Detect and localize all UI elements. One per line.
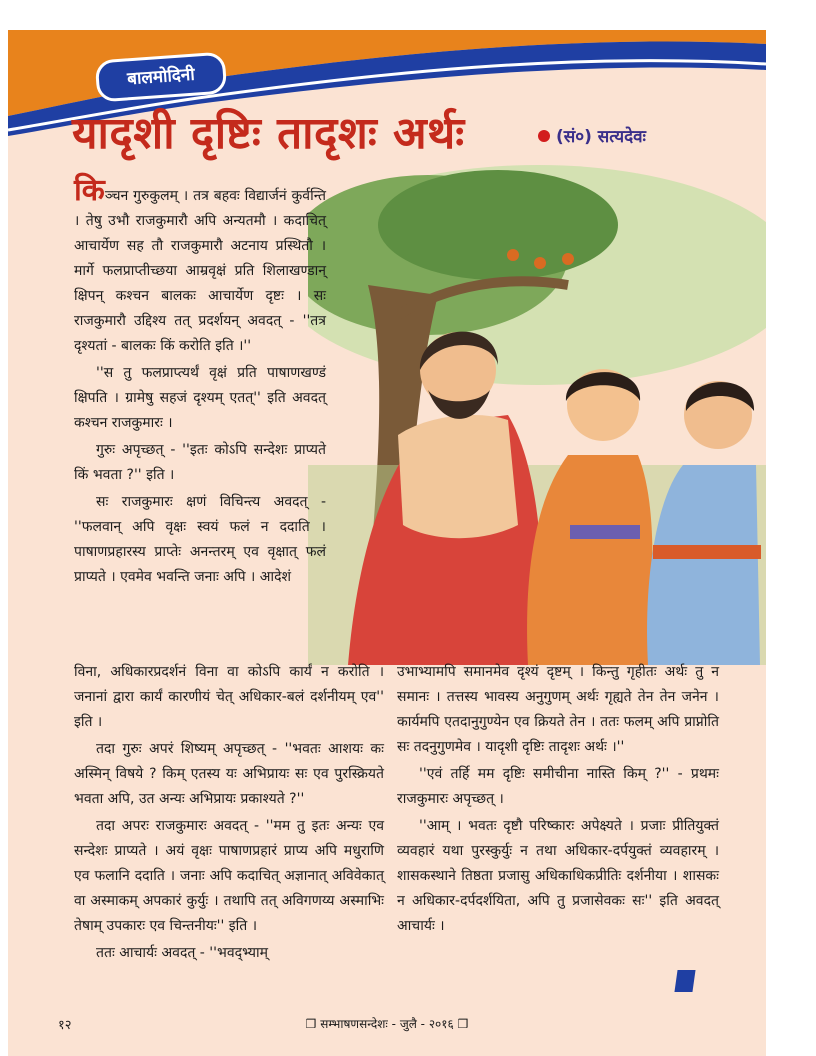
page-number: १२ bbox=[58, 1018, 72, 1033]
story-paragraph: सः राजकुमारः क्षणं विचिन्त्य अवदत् - ''फलवान् अपि वृक्षः स्वयं फलं न ददाति । पाषाणप्रहारस्य प्राप्तेः अनन्तरम् एव वृक्षात् फलं प्राप्यते । एवमेव भवन्ति जनाः अपि । आदेशं bbox=[74, 494, 326, 585]
story-paragraph: ''आम् । भवतः दृष्टौ परिष्कारः अपेक्ष्यते । प्रजाः प्रीतियुक्तं व्यवहारं यथा पुरस्कुर्युः न तथा अधिकार-दर्पयुक्तं व्यवहारम् । शासकस्थाने तिष्ठता प्रजासु अधिकाधिकप्रीतिः दर्शनीया । शासकः न अधिकार-दर्पदर्शयिता, अपि तु प्रजासेवकः सः'' इति अवदत् आचार्यः । bbox=[397, 818, 719, 934]
story-column-left-top bbox=[74, 173, 326, 592]
story-paragraph: विना, अधिकारप्रदर्शनं विना वा कोऽपि कार्यं न करोति । जनानां द्वारा कार्यं कारणीयं चेत् अधिकार-बलं दर्शनीयम् एव'' इति । bbox=[74, 664, 384, 730]
series-label: बालमोदिनी bbox=[95, 52, 228, 103]
end-of-story-icon bbox=[674, 970, 695, 992]
bullet-icon bbox=[538, 130, 550, 142]
publication-line: ❒ सम्भाषणसन्देशः - जुलै - २०१६ ❒ bbox=[305, 1017, 469, 1031]
page-footer bbox=[8, 1010, 766, 1040]
article-title: यादृशी दृष्टिः तादृशः अर्थः bbox=[72, 108, 465, 159]
drop-cap: कि bbox=[74, 173, 105, 208]
magazine-page bbox=[8, 30, 766, 1056]
story-paragraph: तदा गुरुः अपरं शिष्यम् अपृच्छत् - ''भवतः आशयः कः अस्मिन् विषये ? किम् एतस्य यः अभिप्रायः सः एव पुरस्क्रियते भवता अपि, उत अन्यः अभिप्रायः प्रकाश्यते ?'' bbox=[74, 741, 384, 807]
story-paragraph: उभाभ्यामपि समानमेव दृश्यं दृष्टम् । किन्तु गृहीतः अर्थः तु न समानः । तत्तस्य भावस्य अनुगुणम् अर्थः गृह्यते तेन तेन जनेन । कार्यमपि एतदानुगुण्येन एव क्रियते तेन । ततः फलम् अपि प्राप्नोति सः तदनुगुणमेव । यादृशी दृष्टिः तादृशः अर्थः ।'' bbox=[397, 664, 719, 755]
author-byline bbox=[538, 124, 646, 147]
paragraph-text: ञ्चन गुरुकुलम् । तत्र बहवः विद्यार्जनं कुर्वन्ति । तेषु उभौ राजकुमारौ अपि अन्यतमौ । कदाचित् आचार्येण सह तौ राजकुमारौ अटनाय प्रस्थितौ । मार्गे फलप्राप्तीच्छया आम्रवृक्षं प्रति शिलाखण्डान् क्षिपन् कश्चन बालकः आचार्येण दृष्टः । सः राजकुमारौ उद्दिश्य तत् प्रदर्शयन् अवदत् - ''तत्र दृश्यतां - बालकः किं करोति इति ।'' bbox=[74, 188, 326, 354]
story-illustration bbox=[308, 165, 766, 665]
story-paragraph: ''एवं तर्हि मम दृष्टिः समीचीना नास्ति किम् ?'' - प्रथमः राजकुमारः अपृच्छत् । bbox=[397, 766, 719, 807]
story-column-right bbox=[397, 660, 719, 941]
story-paragraph: ततः आचार्यः अवदत् - ''भवद्भ्याम् bbox=[96, 945, 269, 961]
story-column-left-bottom bbox=[74, 660, 384, 968]
story-paragraph: तदा अपरः राजकुमारः अवदत् - ''मम तु इतः अन्यः एव सन्देशः प्राप्यते । अयं वृक्षः पाषाणप्रहारं प्राप्य अपि मधुराणि एव फलानि ददाति । जनाः अपि कदाचित् अज्ञानात् अविवेकात् वा अस्माकम् अपकारं कुर्युः । तथापि तत् अविगणय्य अस्माभिः तेषाम् उपकारः एव चिन्तनीयः'' इति । bbox=[74, 818, 384, 934]
story-paragraph bbox=[74, 173, 326, 359]
author-name: (सं०) सत्यदेवः bbox=[556, 127, 646, 147]
story-paragraph: गुरुः अपृच्छत् - ''इतः कोऽपि सन्देशः प्राप्यते किं भवता ?'' इति । bbox=[74, 442, 326, 483]
story-paragraph: ''स तु फलप्राप्त्यर्थं वृक्षं प्रति पाषाणखण्डं क्षिपति । ग्रामेषु सहजं दृश्यम् एतत्'' इति अवदत् कश्चन राजकुमारः । bbox=[74, 365, 326, 431]
